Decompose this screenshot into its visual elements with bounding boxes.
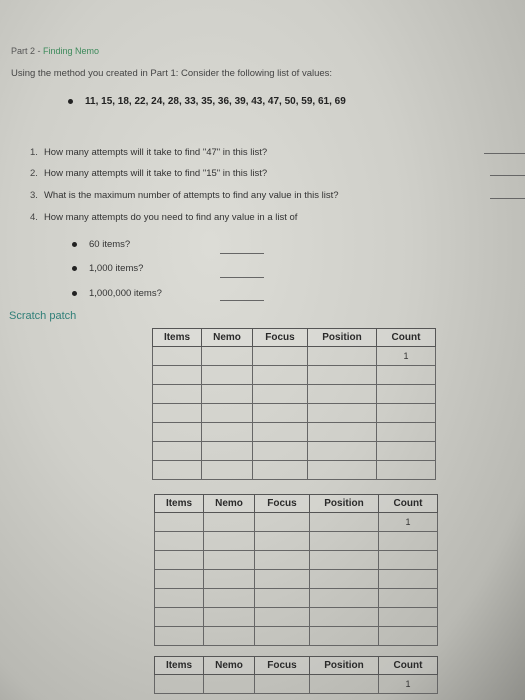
col-nemo: Nemo	[202, 329, 253, 347]
table-row[interactable]	[153, 347, 436, 366]
question-2	[30, 168, 267, 179]
sub-item-1000000	[72, 288, 162, 299]
sub-item-text: 60 items?	[89, 239, 131, 250]
question-number: 2.	[30, 168, 38, 179]
table-row[interactable]	[155, 532, 438, 551]
question-text: How many attempts will it take to find "47" in this list?	[43, 147, 268, 158]
table-row[interactable]	[155, 551, 438, 570]
answer-blank-4a[interactable]	[220, 253, 264, 254]
title-accent: Finding Nemo	[43, 46, 100, 56]
table-header-row	[155, 657, 438, 675]
col-position: Position	[308, 329, 377, 347]
col-focus: Focus	[253, 329, 308, 347]
scratch-table-3	[154, 656, 438, 694]
table-row[interactable]	[153, 404, 436, 423]
col-items: Items	[155, 495, 204, 513]
table-row[interactable]	[155, 589, 438, 608]
question-4	[30, 212, 297, 223]
question-number: 4.	[30, 212, 38, 223]
answer-blank-4b[interactable]	[220, 277, 264, 278]
table-row[interactable]	[155, 627, 438, 646]
title-prefix: Part 2 -	[11, 46, 41, 56]
col-count: Count	[379, 657, 438, 675]
count-cell: 1	[379, 513, 438, 532]
question-number: 1.	[30, 147, 38, 158]
instructions-text: Using the method you created in Part 1: Consider the following list of values:	[11, 68, 333, 79]
scratch-label: Scratch patch	[9, 310, 77, 322]
col-items: Items	[155, 657, 204, 675]
sub-item-60	[72, 239, 130, 250]
table-header-row	[153, 329, 436, 347]
question-text: How many attempts do you need to find any value in a list of	[43, 212, 298, 223]
bullet-icon	[72, 266, 77, 271]
col-focus: Focus	[255, 495, 310, 513]
count-cell: 1	[379, 675, 438, 694]
answer-blank-1[interactable]	[484, 153, 525, 154]
sub-item-text: 1,000,000 items?	[89, 288, 162, 299]
question-3	[30, 190, 339, 201]
bullet-icon	[72, 291, 77, 296]
bullet-icon	[72, 242, 77, 247]
table-row[interactable]	[153, 366, 436, 385]
table-row[interactable]	[155, 608, 438, 627]
col-count: Count	[377, 329, 436, 347]
table-row[interactable]	[153, 442, 436, 461]
question-text: How many attempts will it take to find "15" in this list?	[43, 168, 268, 179]
table-row[interactable]	[155, 513, 438, 532]
sub-item-text: 1,000 items?	[89, 263, 144, 274]
question-number: 3.	[30, 190, 38, 201]
col-position: Position	[310, 657, 379, 675]
col-items: Items	[153, 329, 202, 347]
worksheet-title	[11, 46, 99, 56]
question-1	[30, 147, 267, 158]
col-focus: Focus	[255, 657, 310, 675]
col-position: Position	[310, 495, 379, 513]
col-nemo: Nemo	[204, 657, 255, 675]
question-text: What is the maximum number of attempts to find any value in this list?	[43, 190, 339, 201]
table-row[interactable]	[153, 461, 436, 480]
value-list	[68, 96, 346, 107]
answer-blank-3[interactable]	[490, 198, 525, 199]
bullet-icon	[68, 99, 73, 104]
table-row[interactable]	[153, 385, 436, 404]
table-row[interactable]	[155, 570, 438, 589]
col-nemo: Nemo	[204, 495, 255, 513]
table-header-row	[155, 495, 438, 513]
answer-blank-2[interactable]	[490, 175, 525, 176]
scratch-table-2	[154, 494, 438, 646]
col-count: Count	[379, 495, 438, 513]
scratch-table-1	[152, 328, 436, 480]
sub-item-1000	[72, 263, 143, 274]
value-list-text: 11, 15, 18, 22, 24, 28, 33, 35, 36, 39, 43, 47, 50, 59, 61, 69	[85, 96, 346, 107]
table-row[interactable]	[155, 675, 438, 694]
table-row[interactable]	[153, 423, 436, 442]
count-cell: 1	[377, 347, 436, 366]
answer-blank-4c[interactable]	[220, 300, 264, 301]
